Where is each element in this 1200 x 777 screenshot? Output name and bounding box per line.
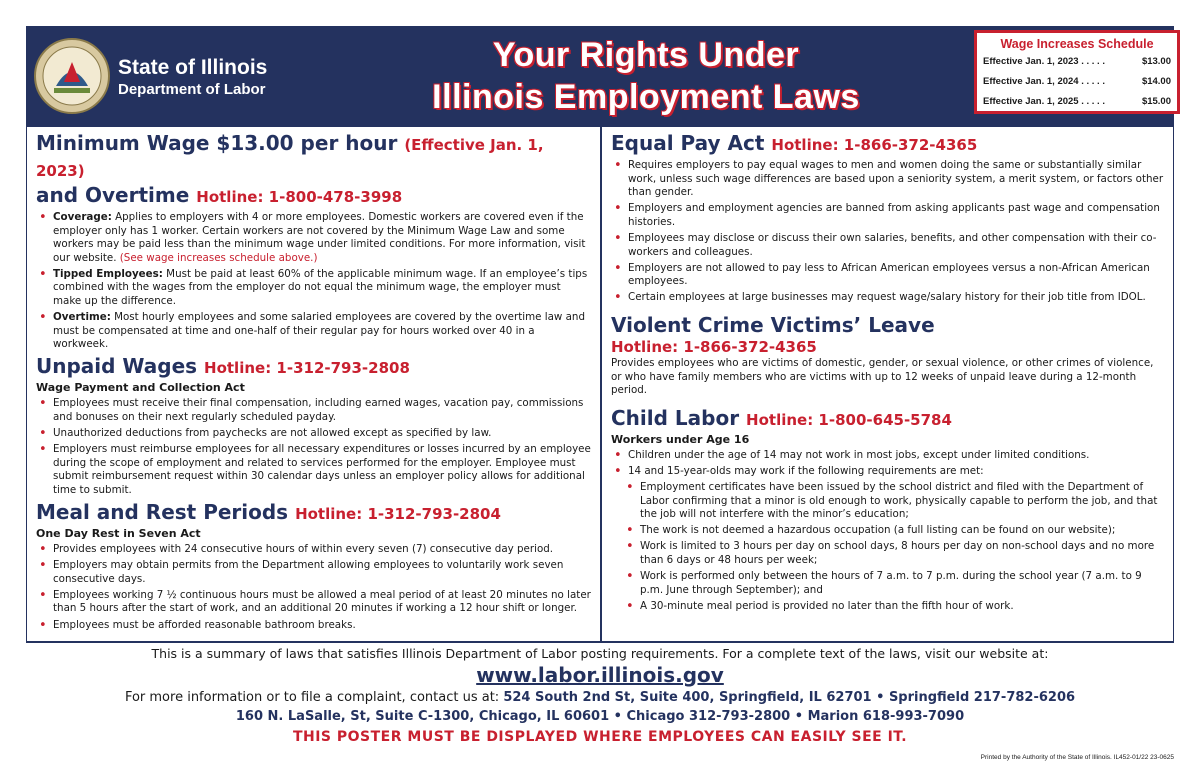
effective-date: (Effective Jan. 1, 2023): [36, 136, 544, 180]
footer-divider: [26, 641, 1174, 643]
wage-row-value: $15.00: [1141, 96, 1171, 107]
springfield-address: 524 South 2nd St, Suite 400, Springfield, IL 62701 • Springfield 217-782-6206: [503, 690, 1076, 705]
contact-line1: [26, 688, 1174, 707]
wage-row-label: Effective Jan. 1, 2025 . . . . .: [983, 96, 1105, 107]
list-item: • 14 and 15-year-olds may work if the following requirements are met:: [611, 465, 1167, 479]
list-item: [36, 268, 592, 309]
section-title: [36, 183, 592, 209]
hotline: Hotline: 1-312-793-2808: [204, 359, 410, 378]
list-item: [36, 211, 592, 265]
website-link[interactable]: www.labor.illinois.gov: [476, 663, 724, 687]
list-item: • Employers are not allowed to pay less to African American employees versus a non-African American employees.: [611, 262, 1167, 289]
item-label: Coverage:: [53, 211, 112, 223]
poster-title: [356, 34, 936, 118]
header-banner: [26, 26, 1174, 127]
section-title: [611, 406, 1167, 432]
hotline: Hotline: 1-866-372-4365: [611, 337, 817, 356]
list-item: • Employers must reimburse employees for all necessary expenditures or losses incurred by an employee during the scope of employment and related to services performed for the employer. Employee must submit reimbursement request within 30 calendar days unless an employer policy allows for additional time to submit.: [36, 443, 592, 497]
list-item: • Unauthorized deductions from paychecks are not allowed except as specified by law.: [36, 427, 592, 441]
violent-crime-section: [611, 313, 1167, 398]
list-item: • Employees may disclose or discuss their own salaries, benefits, and other compensation with their co-workers and colleagues.: [611, 232, 1167, 259]
agency-line1: State of Illinois: [118, 56, 268, 79]
agency-line2: Department of Labor: [118, 81, 266, 98]
footer-summary: This is a summary of laws that satisfies Illinois Department of Labor posting requirements. For a complete text of the laws, visit our website at:: [151, 646, 1049, 661]
hotline: Hotline: 1-800-645-5784: [746, 410, 952, 429]
wage-schedule-row: [983, 92, 1171, 112]
item-text: Most hourly employees and some salaried employees are covered by the overtime law and must be compensated at time and one-half of their regular pay for hours worked over 40 in a workweek.: [53, 311, 585, 351]
list-item: • Employees working 7 ½ continuous hours must be allowed a meal period of at least 20 minutes no later than 5 hours after the start of work, and an additional 20 minutes if working a 12 hour shift or longer.: [36, 589, 592, 616]
bullet-list: [36, 543, 592, 632]
item-text: Applies to employers with 4 or more employees. Domestic workers are covered even if the employer only has 1 worker. Certain workers are not covered by the Minimum Wage Law and some workers may be paid less than the minimum wage under limited conditions. For more information, visit our website.: [53, 211, 586, 264]
list-item: • A 30-minute meal period is provided no later than the fifth hour of work.: [623, 600, 1167, 614]
item-text: Must be paid at least 60% of the applicable minimum wage. If an employee’s tips combined with the wages from the employer do not equal the minimum wage, the employer must make up the difference.: [53, 267, 588, 308]
column-divider: [600, 127, 602, 641]
state-seal-icon: [34, 38, 110, 114]
section-title: [36, 500, 592, 526]
wage-schedule-row: [983, 52, 1171, 72]
meal-rest-title: Meal and Rest Periods: [36, 500, 289, 525]
list-item: • Children under the age of 14 may not work in most jobs, except under limited conditions.: [611, 449, 1167, 463]
contact-intro: For more information or to file a complaint, contact us at:: [124, 690, 504, 705]
wage-schedule-row: [983, 72, 1171, 92]
list-item: • Employment certificates have been issued by the school district and filed with the Department of Labor confirming that a minor is old enough to work, physically capable to perform the job, and that the job will not interfere with the minor’s education;: [623, 481, 1167, 522]
meal-rest-section: [36, 500, 592, 632]
bullet-list: [611, 159, 1167, 305]
agency-name: [118, 56, 267, 100]
list-item: • Employees must be afforded reasonable bathroom breaks.: [36, 619, 592, 633]
right-column: [611, 131, 1167, 616]
section-subhead: One Day Rest in Seven Act: [36, 527, 201, 541]
wage-row-value: $13.00: [1141, 56, 1171, 67]
list-item: • The work is not deemed a hazardous occupation (a full listing can be found on our website);: [623, 524, 1167, 538]
section-title: [36, 131, 592, 183]
section-subhead: Workers under Age 16: [611, 432, 750, 446]
list-item: • Work is limited to 3 hours per day on school days, 8 hours per day on non-school days and no more than 6 days or 48 hours per week;: [623, 540, 1167, 567]
list-item: • Work is performed only between the hours of 7 a.m. to 7 p.m. during the school year (7 a.m. to 9 p.m. June through September); and: [623, 570, 1167, 597]
item-label: Overtime:: [53, 311, 111, 324]
hotline: Hotline: 1-800-478-3998: [196, 188, 403, 206]
equal-pay-section: [611, 131, 1167, 305]
list-item: • Employees must receive their final compensation, including earned wages, vacation pay, commissions and bonuses on their next regularly scheduled payday.: [36, 397, 592, 424]
bullet-list: [611, 449, 1167, 479]
item-label: Tipped Employees:: [53, 267, 163, 280]
unpaid-wages-title: Unpaid Wages: [36, 354, 198, 379]
footer: [26, 646, 1174, 748]
wage-row-label: Effective Jan. 1, 2024 . . . . .: [983, 76, 1105, 87]
list-item: • Employers may obtain permits from the Department allowing employees to voluntarily work seven consecutive days.: [36, 559, 592, 586]
unpaid-wages-section: [36, 354, 592, 497]
bullet-list: [36, 211, 592, 352]
child-labor-section: [611, 406, 1167, 614]
item-note: (See wage increases schedule above.): [119, 251, 318, 264]
wage-schedule-title: Wage Increases Schedule: [1000, 37, 1154, 51]
left-column: [36, 131, 592, 635]
wage-row-label: Effective Jan. 1, 2023 . . . . .: [983, 56, 1105, 67]
minimum-wage-title: Minimum Wage $13.00 per hour: [36, 131, 398, 155]
list-item: • Provides employees with 24 consecutive hours of within every seven (7) consecutive day period.: [36, 543, 592, 557]
equal-pay-title: Equal Pay Act: [611, 131, 765, 155]
bullet-list: [36, 397, 592, 497]
title-line1: Your Rights Under: [492, 36, 800, 74]
hotline: Hotline: 1-312-793-2804: [295, 505, 501, 524]
list-item: [36, 311, 592, 352]
wage-increases-schedule: [974, 30, 1180, 114]
frame-left: [26, 127, 27, 641]
child-labor-title: Child Labor: [611, 405, 740, 430]
section-subhead: Wage Payment and Collection Act: [36, 381, 245, 395]
violent-crime-title: Violent Crime Victims’ Leave: [611, 312, 935, 337]
list-item: • Employers and employment agencies are banned from asking applicants past wage and compensation histories.: [611, 202, 1167, 229]
section-title: [36, 354, 592, 380]
section-body: Provides employees who are victims of domestic, gender, or sexual violence, or other crimes of violence, or who have family members who are victims with up to 12 weeks of unpaid leave during a 12-month period.: [611, 356, 1154, 397]
overtime-title: and Overtime: [36, 183, 190, 207]
contact-line2: 160 N. LaSalle, St, Suite C-1300, Chicago, IL 60601 • Chicago 312-793-2800 • Marion 618-993-7090: [235, 709, 965, 724]
sub-bullet-list: [611, 481, 1167, 613]
printed-by: Printed by the Authority of the State of Illinois. IL452-01/22 23-0625: [980, 754, 1174, 761]
section-title: [611, 131, 1167, 157]
hotline: Hotline: 1-866-372-4365: [771, 136, 978, 154]
frame-right: [1173, 127, 1174, 641]
list-item: • Certain employees at large businesses may request wage/salary history for their job title from IDOL.: [611, 291, 1167, 305]
list-item: • Requires employers to pay equal wages to men and women doing the same or substantially similar work, unless such wage differences are based upon a seniority system, a merit system, or factors other than gender.: [611, 159, 1167, 200]
display-notice: THIS POSTER MUST BE DISPLAYED WHERE EMPLOYEES CAN EASILY SEE IT.: [292, 729, 908, 745]
wage-row-value: $14.00: [1141, 76, 1171, 87]
title-line2: Illinois Employment Laws: [432, 78, 860, 116]
minimum-wage-section: [36, 131, 592, 352]
